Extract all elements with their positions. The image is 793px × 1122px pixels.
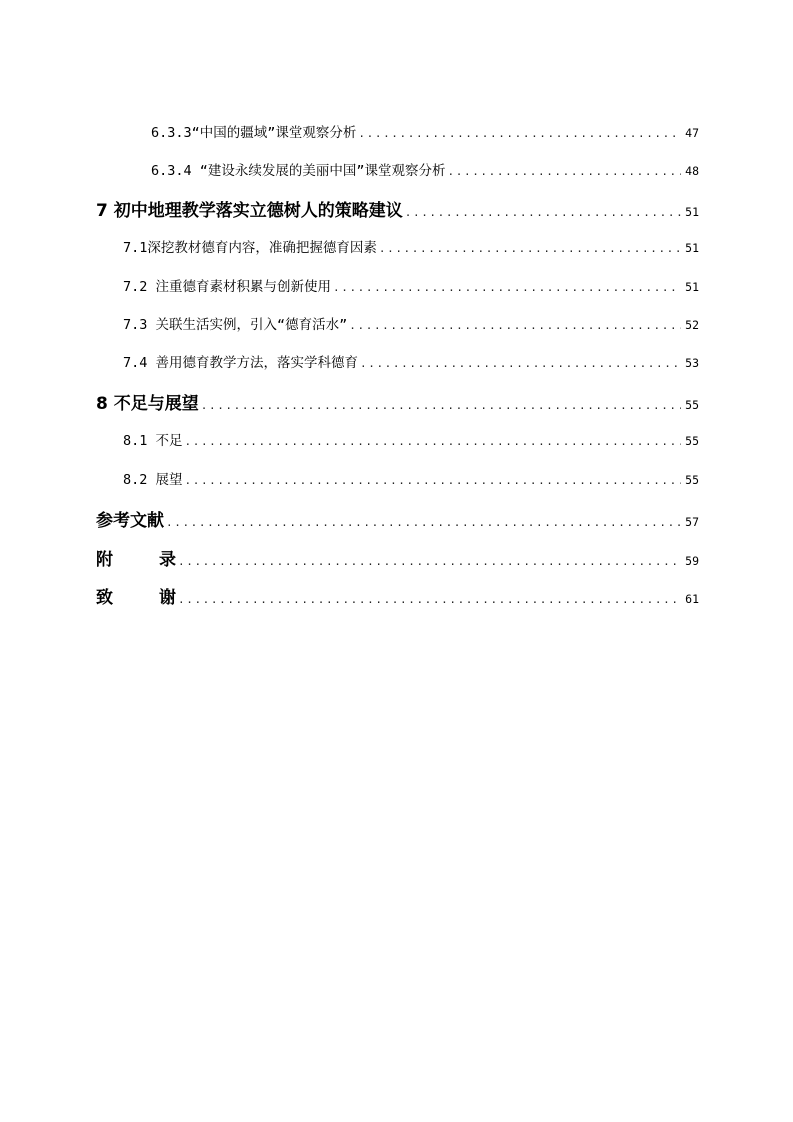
toc-entry[interactable] <box>123 236 699 256</box>
toc-dot-leader <box>360 358 681 369</box>
toc-entry[interactable] <box>96 506 699 531</box>
toc-dot-leader <box>333 282 681 293</box>
toc-entry[interactable] <box>123 468 699 488</box>
toc-entry-label-char: 录 <box>159 550 176 570</box>
toc-entry-label <box>96 583 178 608</box>
toc-page-number: 57 <box>685 515 699 529</box>
toc-entry[interactable] <box>96 583 699 608</box>
toc-entry-label: 7 初中地理教学落实立德树人的策略建议 <box>96 201 403 221</box>
toc-dot-leader <box>405 207 681 218</box>
toc-entry-label-char: 附 <box>96 550 113 570</box>
toc-dot-leader <box>358 128 681 139</box>
toc-entry[interactable] <box>123 351 699 371</box>
toc-page-number: 48 <box>685 164 699 178</box>
toc-entry[interactable] <box>151 159 699 179</box>
toc-entry-label-char: 致 <box>96 588 113 608</box>
toc-dot-leader <box>201 400 681 411</box>
toc-page-number: 47 <box>685 126 699 140</box>
toc-entry-label: 7.2 注重德育素材积累与创新使用 <box>123 279 332 295</box>
toc-dot-leader <box>349 320 681 331</box>
toc-entry[interactable] <box>123 429 699 449</box>
toc-entry[interactable] <box>96 196 699 221</box>
toc-page-number: 55 <box>685 434 699 448</box>
toc-entry-label: 参考文献 <box>96 511 164 531</box>
toc-dot-leader <box>379 243 681 254</box>
toc-page-number: 53 <box>685 356 699 370</box>
toc-entry[interactable] <box>123 313 699 333</box>
toc-page-number: 59 <box>685 554 699 568</box>
toc-dot-leader <box>178 556 681 567</box>
toc-dot-leader <box>178 594 681 605</box>
toc-page-number: 51 <box>685 280 699 294</box>
toc-entry-label: 7.4 善用德育教学方法，落实学科德育 <box>123 355 359 371</box>
toc-page-number: 55 <box>685 473 699 487</box>
toc-dot-leader <box>185 436 682 447</box>
toc-page-number: 52 <box>685 318 699 332</box>
toc-entry-label-char: 谢 <box>159 588 176 608</box>
toc-entry[interactable] <box>96 389 699 414</box>
toc-page-number: 55 <box>685 398 699 412</box>
toc-page-number: 51 <box>685 241 699 255</box>
toc-entry-label: 7.3 关联生活实例，引入“德育活水” <box>123 317 348 333</box>
toc-dot-leader <box>448 166 682 177</box>
toc-page-number: 61 <box>685 592 699 606</box>
toc-entry-label: 7.1深挖教材德育内容，准确把握德育因素 <box>123 240 377 256</box>
toc-entry-label: 8 不足与展望 <box>96 394 199 414</box>
toc-entry-label <box>96 545 178 570</box>
toc-entry-label: 8.1 不足 <box>123 433 183 449</box>
toc-entry-label: 6.3.3“中国的疆域”课堂观察分析 <box>151 125 357 141</box>
toc-entry[interactable] <box>151 121 699 141</box>
toc-page-number: 51 <box>685 205 699 219</box>
toc-dot-leader <box>166 517 681 528</box>
toc-entry-label: 8.2 展望 <box>123 472 183 488</box>
toc-entry[interactable] <box>123 275 699 295</box>
toc-entry[interactable] <box>96 545 699 570</box>
toc-dot-leader <box>185 475 682 486</box>
toc-entry-label: 6.3.4 “建设永续发展的美丽中国”课堂观察分析 <box>151 163 446 179</box>
